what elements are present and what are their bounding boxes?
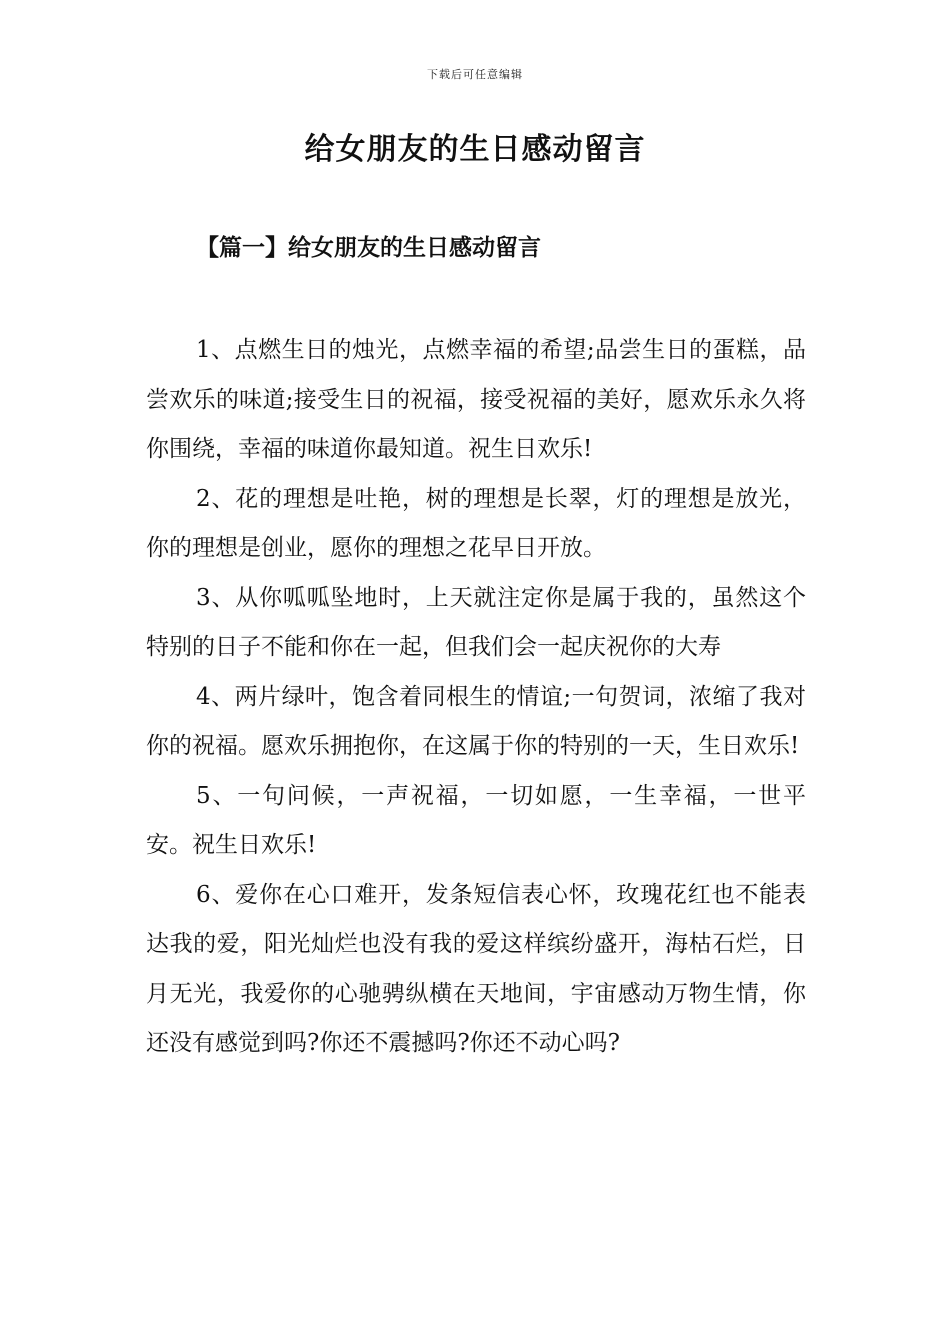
message-paragraph-4: 4、两片绿叶，饱含着同根生的情谊;一句贺词，浓缩了我对你的祝福。愿欢乐拥抱你，在这属于你的特别的一天，生日欢乐! [146,683,806,759]
message-paragraph-5: 5、一句问候，一声祝福，一切如愿，一生幸福，一世平安。祝生日欢乐! [146,782,806,858]
message-paragraph-2: 2、花的理想是吐艳，树的理想是长翠，灯的理想是放光，你的理想是创业，愿你的理想之花早日开放。 [146,485,806,561]
message-paragraph-3: 3、从你呱呱坠地时，上天就注定你是属于我的，虽然这个特别的日子不能和你在一起，但我们会一起庆祝你的大寿 [146,584,806,660]
document-title: 给女朋友的生日感动留言 [304,132,646,167]
message-paragraph-6: 6、爱你在心口难开，发条短信表心怀，玫瑰花红也不能表达我的爱，阳光灿烂也没有我的爱这样缤纷盛开，海枯石烂，日月无光，我爱你的心驰骋纵横在天地间，宇宙感动万物生情，你还没有感觉到吗?你还不震撼吗?你还不动心吗? [146,881,806,1056]
section-heading: 【篇一】给女朋友的生日感动留言 [196,234,541,261]
header-note: 下载后可任意编辑 [427,68,523,81]
message-paragraph-1: 1、点燃生日的烛光，点燃幸福的希望;品尝生日的蛋糕，品尝欢乐的味道;接受生日的祝福，接受祝福的美好，愿欢乐永久将你围绕，幸福的味道你最知道。祝生日欢乐! [146,337,806,462]
message-list [146,326,806,1069]
